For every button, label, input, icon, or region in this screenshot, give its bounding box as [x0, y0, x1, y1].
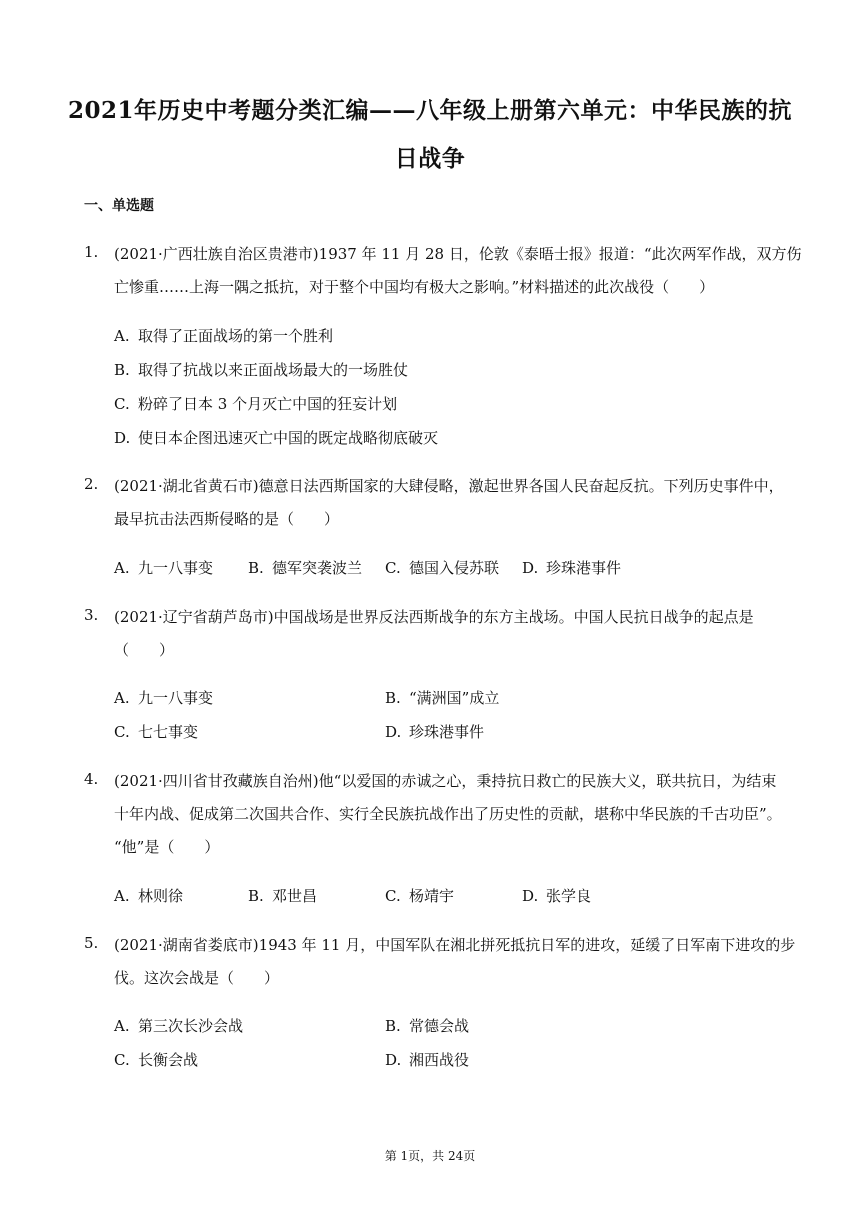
question-4-text-line-2: 十年内战、促成第二次国共合作、实行全民族抗战作出了历史性的贡献，堪称中华民族的千古功臣”。: [114, 805, 782, 823]
question-5-text-line-2: 伐。这次会战是（ ）: [114, 969, 280, 987]
question-1-option-d: D. 使日本企图迅速灭亡中国的既定战略彻底破灭: [114, 429, 439, 447]
question-2-option-c: C. 德国入侵苏联: [385, 559, 500, 577]
question-1-text-line-1: (2021·广西壮族自治区贵港市)1937 年 11 月 28 日，伦敦《泰晤士报》报道：“此次两军作战，双方伤: [114, 245, 802, 263]
question-2-option-a: A. 九一八事变: [114, 559, 214, 577]
question-1-option-a: A. 取得了正面战场的第一个胜利: [114, 327, 334, 345]
question-1-option-c: C. 粉碎了日本 3 个月灭亡中国的狂妄计划: [114, 395, 398, 413]
question-3-option-b: B. “满洲国”成立: [385, 689, 500, 707]
page-footer: 第 1页，共 24页: [384, 1149, 476, 1163]
question-5-option-b: B. 常德会战: [385, 1017, 470, 1035]
section-heading: 一、单选题: [84, 198, 154, 214]
question-5-option-d: D. 湘西战役: [385, 1051, 470, 1069]
question-5-number: 5.: [84, 934, 99, 952]
question-1-option-b: B. 取得了抗战以来正面战场最大的一场胜仗: [114, 361, 409, 379]
question-2-option-b: B. 德军突袭波兰: [248, 559, 363, 577]
question-4-option-b: B. 邓世昌: [248, 887, 318, 905]
question-1-number: 1.: [84, 243, 99, 261]
question-2-text-line-1: (2021·湖北省黄石市)德意日法西斯国家的大肆侵略，激起世界各国人民奋起反抗。下列历史事件中，: [114, 477, 784, 495]
question-3-option-d: D. 珍珠港事件: [385, 723, 485, 741]
question-5-text-line-1: (2021·湖南省娄底市)1943 年 11 月，中国军队在湘北拼死抵抗日军的进攻，延缓了日军南下进攻的步: [114, 936, 796, 954]
question-3-option-a: A. 九一八事变: [114, 689, 214, 707]
question-3-text-line-2: （ ）: [114, 641, 175, 659]
question-4-text-line-3: “他”是（ ）: [114, 838, 220, 856]
question-3-text-line-1: (2021·辽宁省葫芦岛市)中国战场是世界反法西斯战争的东方主战场。中国人民抗日战争的起点是: [114, 608, 754, 626]
question-2-text-line-2: 最早抗击法西斯侵略的是（ ）: [114, 510, 340, 528]
question-2-number: 2.: [84, 475, 99, 493]
question-4-text-line-1: (2021·四川省甘孜藏族自治州)他“以爱国的赤诚之心，秉持抗日救亡的民族大义，联共抗日，为结束: [114, 772, 777, 790]
question-4-option-a: A. 林则徐: [114, 887, 184, 905]
document-title-line-1: 2021年历史中考题分类汇编——八年级上册第六单元：中华民族的抗: [67, 97, 792, 124]
question-4-option-d: D. 张学良: [522, 887, 592, 905]
document-title-line-2: 日战争: [394, 145, 466, 172]
question-3-option-c: C. 七七事变: [114, 723, 199, 741]
question-3-number: 3.: [84, 606, 99, 624]
question-4-option-c: C. 杨靖宇: [385, 887, 455, 905]
question-1-text-line-2: 亡惨重……上海一隅之抵抗，对于整个中国均有极大之影响。”材料描述的此次战役（ ）: [114, 278, 715, 296]
question-4-number: 4.: [84, 770, 99, 788]
question-5-option-c: C. 长衡会战: [114, 1051, 199, 1069]
question-5-option-a: A. 第三次长沙会战: [114, 1017, 244, 1035]
question-2-option-d: D. 珍珠港事件: [522, 559, 622, 577]
